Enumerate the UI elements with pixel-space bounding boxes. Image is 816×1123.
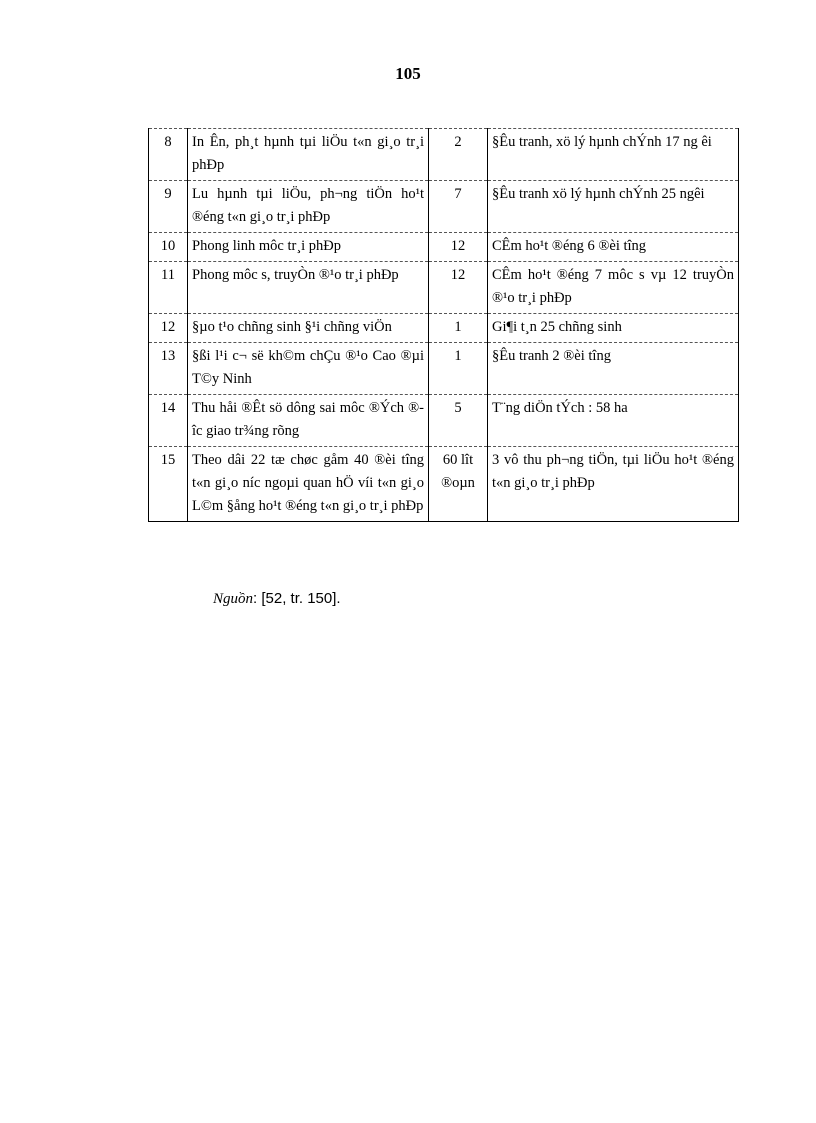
table-row <box>149 262 739 314</box>
activity-cell: In Ên, ph¸t hµnh tµi liÖu t«n gi¸o tr¸i phÐp <box>188 129 429 181</box>
table-row <box>149 233 739 262</box>
result-cell: 3 vô thu ph¬ng tiÖn, tµi liÖu ho¹t ®éng t«n gi¸o tr¸i phÐp <box>488 447 739 522</box>
activity-cell: §µo t¹o chñng sinh §¹i chñng viÖn <box>188 314 429 343</box>
activity-cell: Theo dâi 22 tæ chøc gåm 40 ®èi tîng t«n gi¸o níc ngoµi quan hÖ víi t«n gi¸o L©m §ång ho¹t ®éng t«n gi¸o tr¸i phÐp <box>188 447 429 522</box>
result-cell: §Êu tranh xö lý hµnh chÝnh 25 ngêi <box>488 181 739 233</box>
activity-cell: Lu hµnh tµi liÖu, ph¬ng tiÖn ho¹t ®éng t«n gi¸o tr¸i phÐp <box>188 181 429 233</box>
row-number: 8 <box>149 129 188 181</box>
result-cell: Gi¶i t¸n 25 chñng sinh <box>488 314 739 343</box>
result-cell: T¨ng diÖn tÝch : 58 ha <box>488 395 739 447</box>
row-number: 10 <box>149 233 188 262</box>
table-row <box>149 447 739 522</box>
source-citation: : [52, tr. 150]. <box>253 590 341 607</box>
source-label: Nguồn <box>213 591 254 607</box>
table-row <box>149 129 739 181</box>
row-number: 12 <box>149 314 188 343</box>
count-cell: 1 <box>429 314 488 343</box>
count-cell: 60 lît ®oµn <box>429 447 488 522</box>
row-number: 13 <box>149 343 188 395</box>
table-row <box>149 343 739 395</box>
count-cell: 2 <box>429 129 488 181</box>
activity-cell: Phong môc s, truyÒn ®¹o tr¸i phÐp <box>188 262 429 314</box>
activity-cell: Thu håi ®Êt sö dông sai môc ®Ých ®îc giao tr¾ng rõng <box>188 395 429 447</box>
activity-cell: Phong linh môc tr¸i phÐp <box>188 233 429 262</box>
row-number: 11 <box>149 262 188 314</box>
table-row <box>149 181 739 233</box>
result-cell: §Êu tranh 2 ®èi tîng <box>488 343 739 395</box>
result-cell: CÊm ho¹t ®éng 6 ®èi tîng <box>488 233 739 262</box>
table-row <box>149 314 739 343</box>
count-cell: 5 <box>429 395 488 447</box>
count-cell: 12 <box>429 233 488 262</box>
count-cell: 7 <box>429 181 488 233</box>
table-body <box>149 129 739 522</box>
count-cell: 12 <box>429 262 488 314</box>
table-row <box>149 395 739 447</box>
result-cell: §Êu tranh, xö lý hµnh chÝnh 17 ng êi <box>488 129 739 181</box>
page-number: 105 <box>395 64 421 83</box>
count-cell: 1 <box>429 343 488 395</box>
row-number: 14 <box>149 395 188 447</box>
statistics-table <box>148 128 739 522</box>
activity-cell: §ßi l¹i c¬ së kh©m chÇu ®¹o Cao ®µi T©y Ninh <box>188 343 429 395</box>
result-cell: CÊm ho¹t ®éng 7 môc s vµ 12 truyÒn ®¹o tr¸i phÐp <box>488 262 739 314</box>
source-note <box>213 590 341 608</box>
row-number: 15 <box>149 447 188 522</box>
row-number: 9 <box>149 181 188 233</box>
